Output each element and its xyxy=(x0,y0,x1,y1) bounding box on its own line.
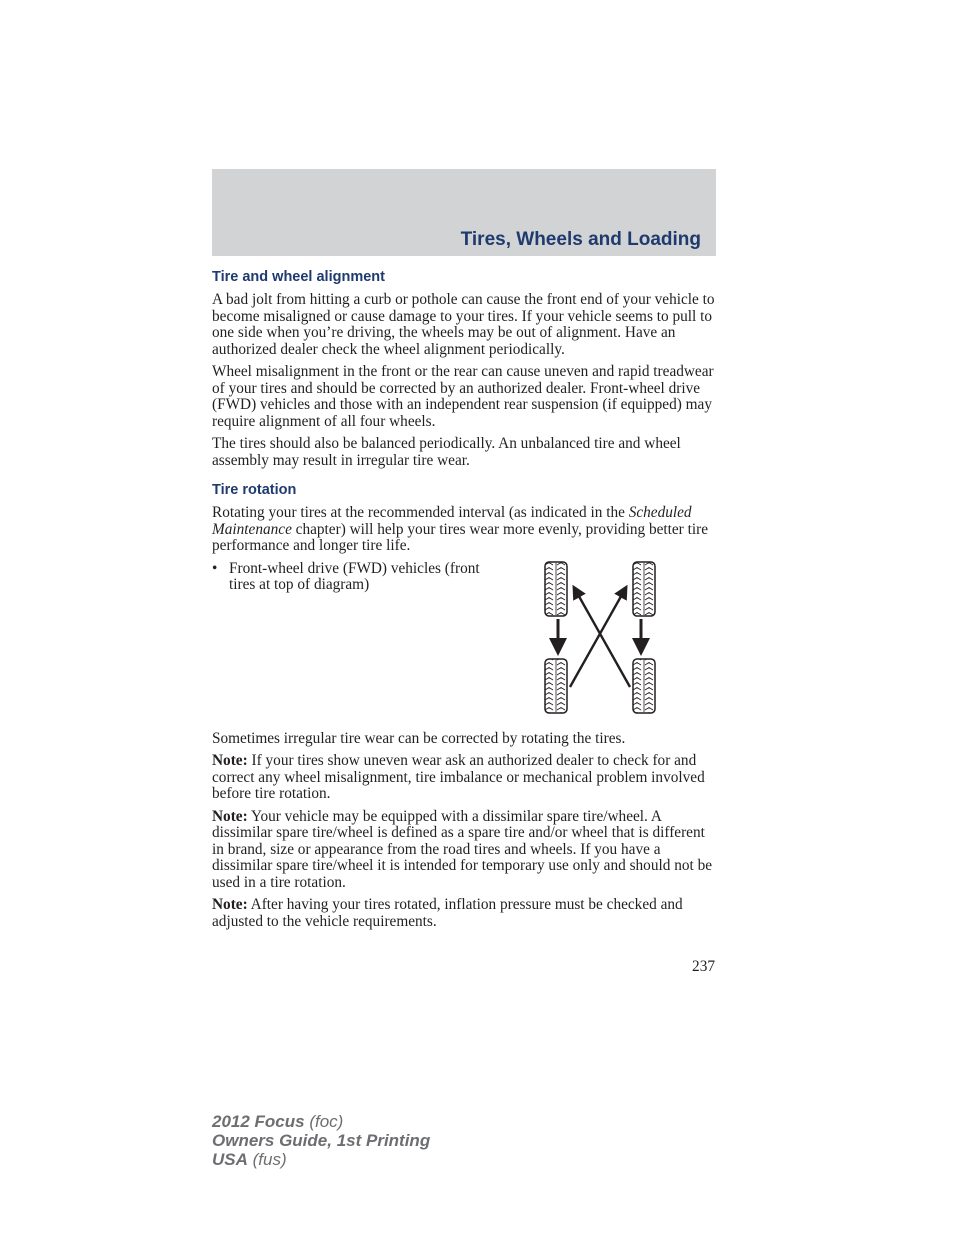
front-left-tire-icon xyxy=(545,562,567,616)
arrow-rear-left-to-front-right-icon xyxy=(570,591,624,687)
note-paragraph-1: Note: If your tires show uneven wear ask an authorized dealer to check for and correct any wheel misalignment, tire imbalance or mechanical problem involved before tire rotation. xyxy=(212,752,705,802)
bullet-item-text: Front-wheel drive (FWD) vehicles (front tires at top of diagram) xyxy=(229,559,480,593)
rear-right-tire-icon xyxy=(633,659,655,713)
rear-left-tire-icon xyxy=(545,659,567,713)
document-footer xyxy=(212,1112,430,1169)
rotation-intro: Rotating your tires at the recommended interval (as indicated in the Scheduled Maintenance chapter) will help your tires wear more evenly, providing better tire performance and longer tire life. xyxy=(212,504,708,554)
heading-tire-rotation: Tire rotation xyxy=(212,482,297,498)
alignment-paragraph-3: The tires should also be balanced periodically. An unbalanced tire and wheel assembly may result in irregular tire wear. xyxy=(212,435,681,469)
note-label: Note: xyxy=(212,896,248,913)
alignment-paragraph-1: A bad jolt from hitting a curb or pothole can cause the front end of your vehicle to become misaligned or cause damage to your tires. If your vehicle seems to pull to one side when you’re driving, the wheels may be out of alignment. Have an authorized dealer check the wheel alignment periodically. xyxy=(212,291,715,358)
bullet-icon: • xyxy=(212,559,218,577)
footer-line-model: 2012 Focus (foc) xyxy=(212,1112,344,1131)
arrow-rear-right-to-front-left-icon xyxy=(576,591,630,687)
heading-tire-wheel-alignment: Tire and wheel alignment xyxy=(212,269,385,285)
page-content xyxy=(212,266,717,936)
footer-line-edition: Owners Guide, 1st Printing xyxy=(212,1131,431,1150)
footer-line-market: USA (fus) xyxy=(212,1150,287,1169)
chapter-title: Tires, Wheels and Loading xyxy=(460,229,701,250)
note-paragraph-2: Note: Your vehicle may be equipped with a dissimilar spare tire/wheel. A dissimilar spare tire/wheel is defined as a spare tire and/or wheel that is different in brand, size or appearance from the road tires and wheels. If you have a dissimilar spare tire/wheel it is intended for temporary use only and should not be used in a tire rotation. xyxy=(212,807,713,891)
note-label: Note: xyxy=(212,807,248,825)
page-number: 237 xyxy=(692,958,715,975)
rotation-bullet-row xyxy=(212,561,717,731)
alignment-paragraph-2: Wheel misalignment in the front or the rear can cause uneven and rapid treadwear of your tires and should be corrected by an authorized dealer. Front-wheel drive (FWD) vehicles and those with an independent rear suspension (if equipped) may require alignment of all four wheels. xyxy=(212,363,714,430)
scheduled-maintenance-ref: Scheduled Maintenance xyxy=(212,504,692,538)
tire-rotation-diagram xyxy=(544,561,658,719)
note-paragraph-3: Note: After having your tires rotated, inflation pressure must be checked and adjusted to the vehicle requirements. xyxy=(212,896,683,930)
note-label: Note: xyxy=(212,752,248,769)
header-band xyxy=(212,169,716,256)
rotation-after-diagram: Sometimes irregular tire wear can be corrected by rotating the tires. xyxy=(212,729,626,747)
front-right-tire-icon xyxy=(633,562,655,616)
